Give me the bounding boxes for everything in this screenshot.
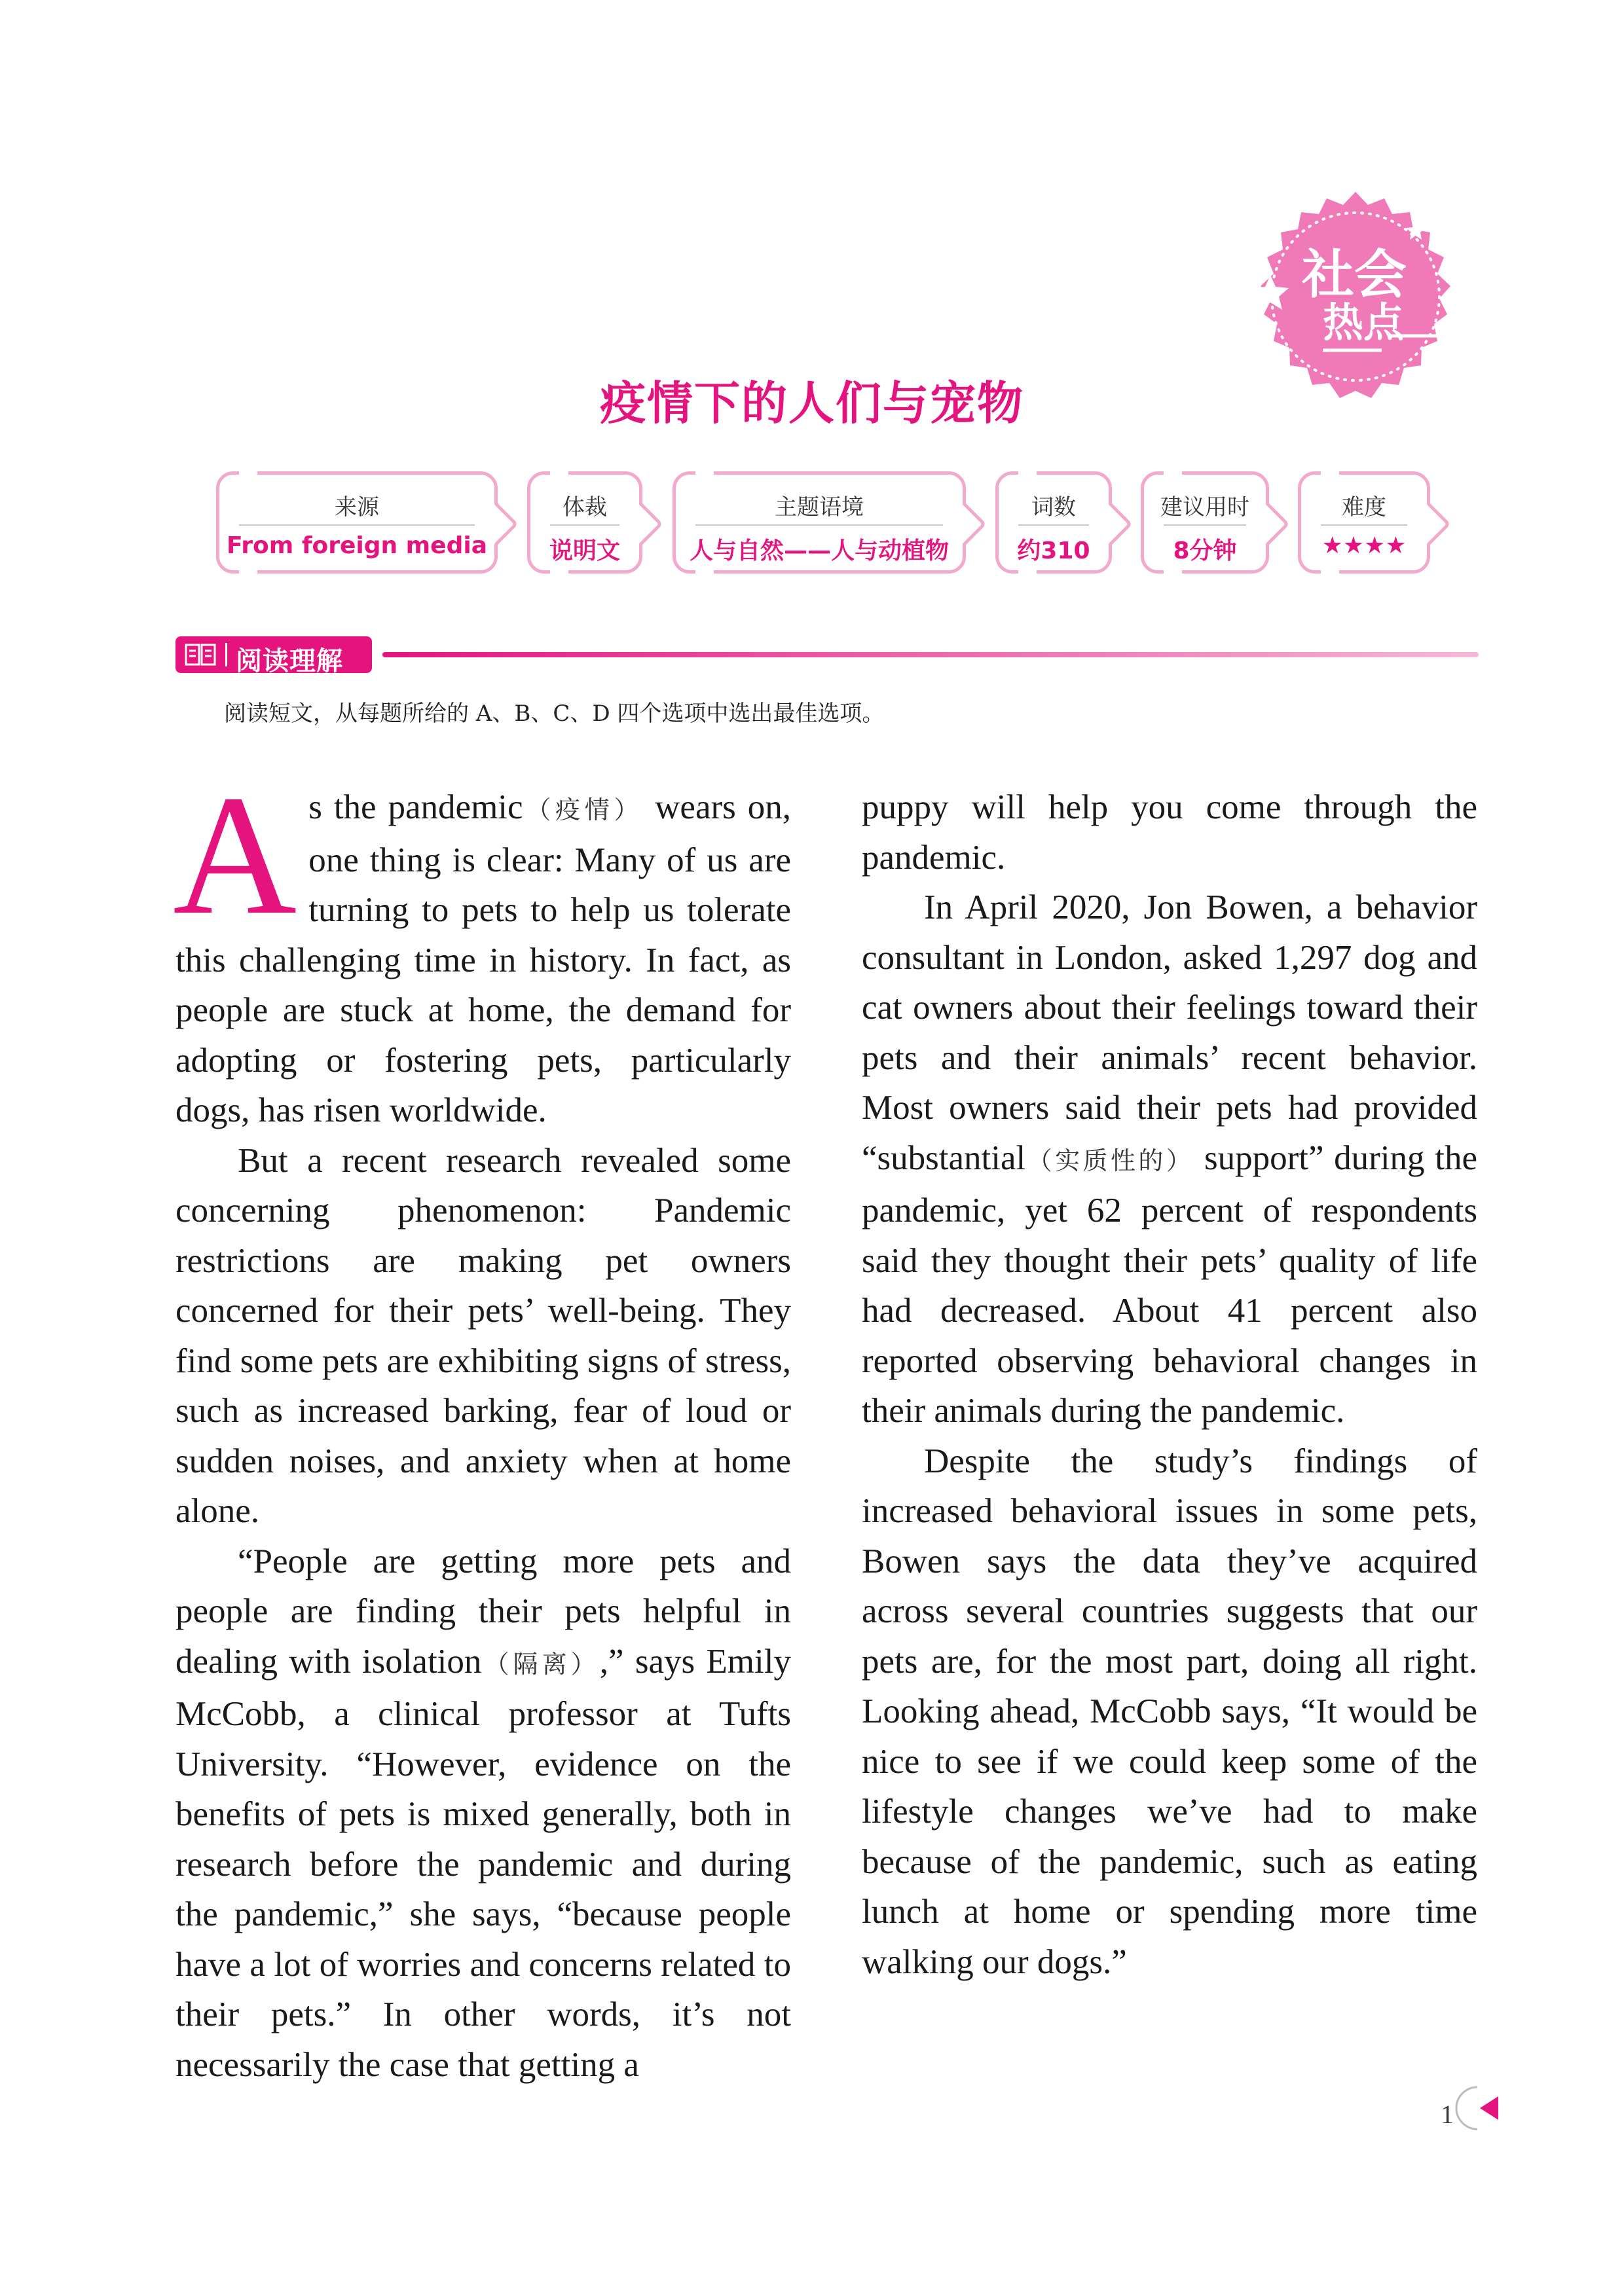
gloss: （实质性的） [1025, 1146, 1194, 1175]
gloss: （隔离） [481, 1649, 600, 1679]
info-label: 体裁 [563, 494, 607, 520]
section-tag-label: 阅读理解 [236, 646, 343, 676]
gloss: （疫情） [523, 795, 644, 824]
book-icon [185, 643, 216, 666]
info-value: 说明文 [549, 538, 620, 564]
paragraph-3-text: “People are getting more pets and people are finding their pets helpful in dealing with isolation [175, 1542, 791, 1681]
article-column-right [862, 782, 1477, 1987]
info-value: 约310 [1017, 538, 1090, 564]
info-value: From foreign media [227, 532, 487, 559]
instruction-text: 阅读短文，从每题所给的 A、B、C、D 四个选项中选出最佳选项。 [224, 701, 885, 727]
page-title: 疫情下的人们与宠物 [600, 376, 1024, 430]
paragraph-4 [862, 883, 1477, 1436]
info-theme [673, 471, 966, 574]
info-difficulty [1298, 471, 1430, 574]
info-time [1141, 471, 1269, 574]
info-source [216, 471, 498, 574]
drop-cap: A [173, 760, 297, 950]
info-value: 8分钟 [1173, 538, 1237, 564]
paragraph-5: Despite the study’s findings of increased behavioral issues in some pets, Bowen says the data they’ve acquired across several countries suggests that our pets are, for the most part, doing all right. Looking ahead, McCobb says, “It would be nice to see if we could keep some of the lifestyle changes we’ve had to make because of the pandemic, such as eating lunch at home or spending more time walking our dogs.” [862, 1442, 1477, 1981]
section-tag [175, 636, 372, 676]
section-divider [382, 652, 1479, 657]
badge-line1: 社会 [1302, 244, 1407, 305]
difficulty-stars: ★★★★ [1321, 532, 1407, 559]
page-marker-icon [1451, 2082, 1504, 2134]
info-label: 难度 [1342, 494, 1386, 520]
paragraph-3-continued: puppy will help you come through the pandemic. [862, 788, 1477, 877]
paragraph-3 [175, 1537, 791, 2090]
paragraph-1-text: s the pandemic [308, 788, 523, 826]
paragraph-1 [173, 760, 791, 1136]
paragraph-1-text-cont: wears on, one thing is clear: Many of us are turning to pets to help us tolerate this challenging time in history. In fact, as people are stuck at home, the demand for adopting or fostering pets, particularly dogs, has risen worldwide. [175, 788, 791, 1129]
info-genre [527, 471, 642, 574]
article-column-left [173, 760, 791, 2090]
info-label: 主题语境 [775, 494, 864, 520]
paragraph-2: But a recent research revealed some concerning phenomenon: Pandemic restrictions are making pet owners concerned for their pets’ well-being. They find some pets are exhibiting signs of stress, such as increased barking, fear of loud or sudden noises, and anxiety when at home alone. [175, 1141, 791, 1530]
info-label: 建议用时 [1160, 494, 1249, 520]
paragraph-4-text-cont: support” during the pandemic, yet 62 percent of respondents said they thought their pets’ quality of life had decreased. About 41 percent also reported observing behavioral changes in their animals during the pandemic. [862, 1139, 1477, 1430]
info-row [216, 471, 1434, 576]
info-label: 词数 [1031, 494, 1076, 520]
paragraph-3-text-cont: ,” says Emily McCobb, a clinical professor at Tufts University. “However, evidence on the benefits of pets is mixed generally, both in research before the pandemic and during the pandemic,” she says, “because people have a lot of worries and concerns related to their pets.” In other words, it’s not necessarily the case that getting a [175, 1642, 791, 2084]
section-header [175, 636, 1479, 676]
badge-line2: 热点 [1323, 299, 1405, 346]
page-number: 1 [1441, 2100, 1454, 2129]
info-label: 来源 [335, 494, 379, 520]
paragraph-4-text: In April 2020, Jon Bowen, a behavior consultant in London, asked 1,297 dog and cat owners about their feelings toward their pets and their animals’ recent behavior. Most owners said their pets had provided “substantial [862, 888, 1477, 1177]
info-wordcount [995, 471, 1112, 574]
info-value: 人与自然——人与动植物 [689, 538, 949, 564]
